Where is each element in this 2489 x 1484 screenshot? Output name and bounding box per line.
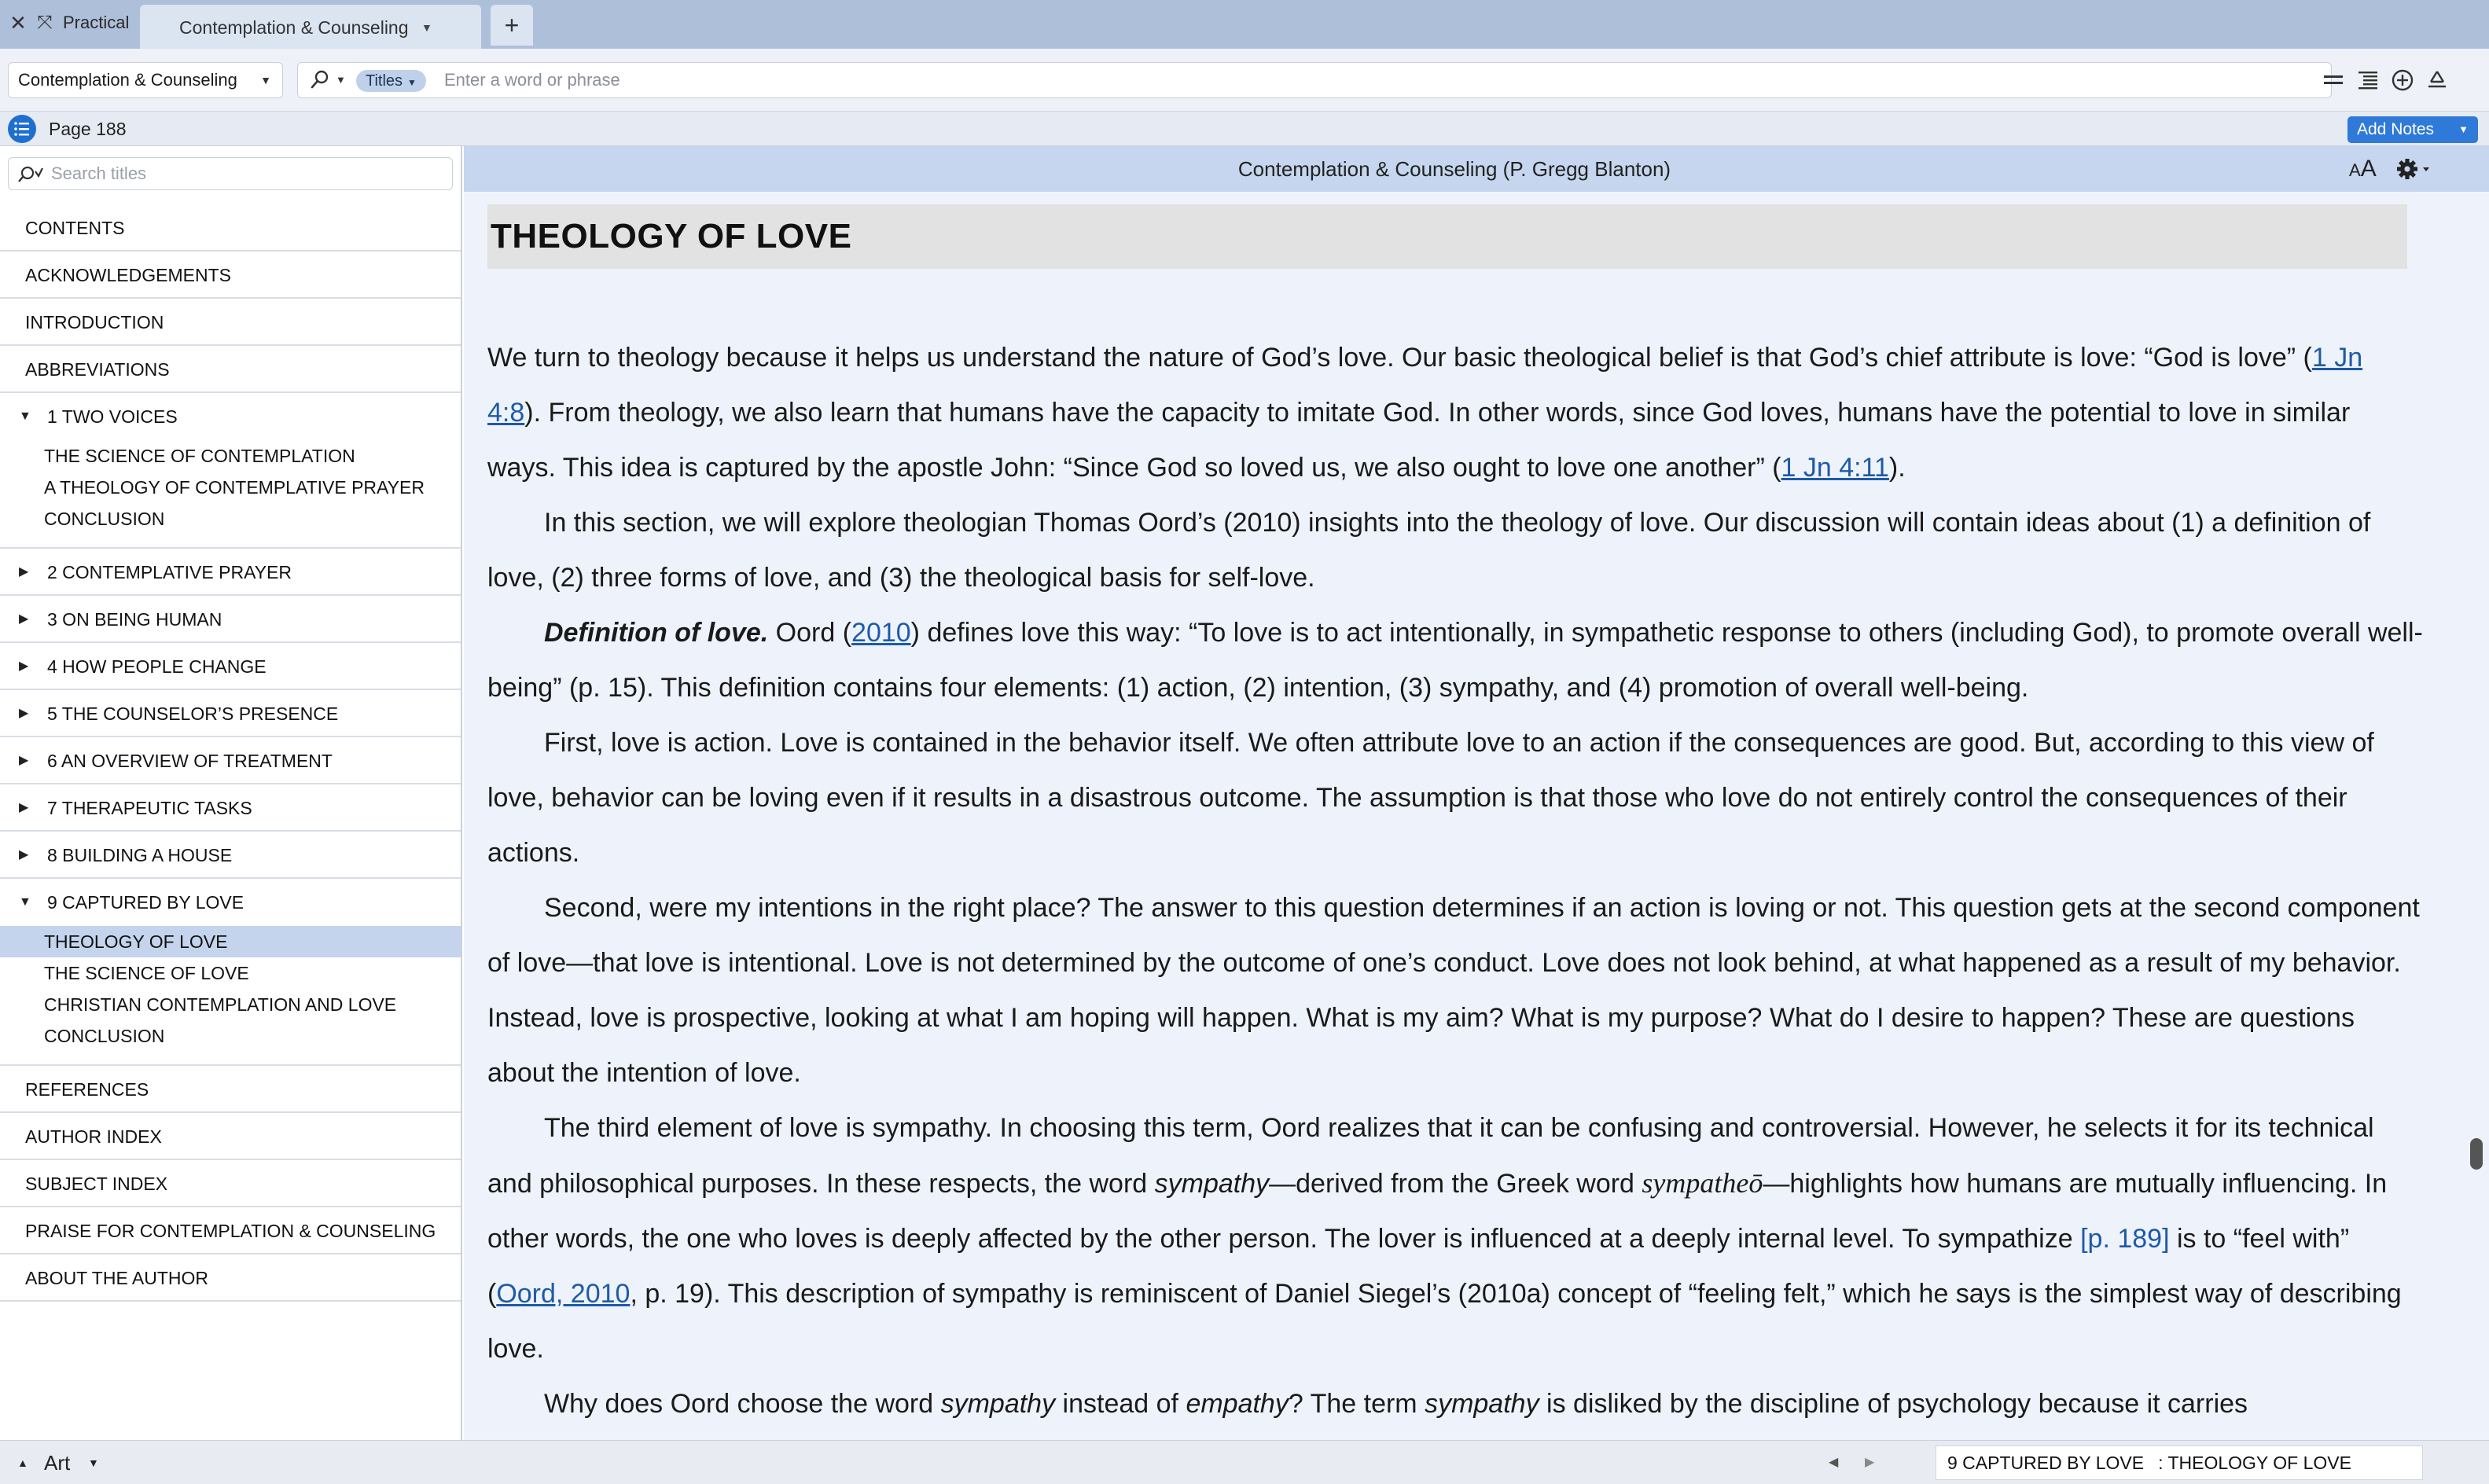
search-box	[297, 62, 2332, 98]
text: is disliked by the discipline of psychology because it carries	[1539, 1389, 2248, 1419]
page-number: Page 188	[49, 119, 127, 139]
chevron-down-icon: ▼	[407, 77, 417, 88]
triangle-up-icon[interactable]: ▲	[17, 1456, 28, 1469]
paragraph: Second, were my intentions in the right place? The answer to this question determines if an action is loving or not. This question gets at the second component of love—that love is intentional. Love is not determined by the outcome of one’s conduct. Love does not look behind, at what happened as a result of my behavior. Instead, love is prospective, looking at what I am hoping will happen. What is my aim? What is my purpose? What do I desire to happen? These are questions about the intention of love.	[487, 893, 2420, 1088]
toc-section[interactable]: THE SCIENCE OF LOVE	[44, 963, 249, 983]
chevron-down-icon: ▼	[260, 74, 271, 86]
emphasis: sympathy	[940, 1389, 1056, 1419]
title-search-box	[8, 157, 453, 190]
toc-section[interactable]: THE SCIENCE OF CONTEMPLATION	[44, 446, 355, 466]
citation-link[interactable]: 2010	[851, 618, 911, 648]
reader-header	[464, 146, 2489, 192]
text: The third element of love is sympathy. In choosing this term, Oord realizes that it can be confusing and controversial. However, he selects it for its technical and philosophical purposes. In these respects, the word	[487, 1113, 2374, 1199]
resource-title: Contemplation & Counseling (P. Gregg Blanton)	[1237, 157, 1671, 181]
toc-item-abbreviations[interactable]: ABBREVIATIONS	[0, 346, 461, 393]
chevron-down-icon[interactable]: ▼	[421, 21, 432, 34]
toc-item-author-index[interactable]: AUTHOR INDEX	[0, 1113, 461, 1160]
toc-item-subject-index[interactable]: SUBJECT INDEX	[0, 1160, 461, 1207]
text: Oord (	[768, 618, 852, 648]
chevron-down-icon: ▼	[2458, 123, 2469, 135]
page-marker[interactable]: [p. 189]	[2080, 1224, 2170, 1254]
toc-list	[0, 204, 461, 1302]
gear-icon[interactable]	[2393, 154, 2432, 184]
toc-chapter-8[interactable]	[0, 832, 461, 879]
toc-chapter-label: 6 AN OVERVIEW OF TREATMENT	[47, 751, 333, 771]
chevron-down-icon[interactable]: ▼	[88, 1456, 99, 1469]
triangle-down-icon[interactable]: ▼	[19, 410, 31, 423]
toc-sidebar	[0, 146, 462, 1440]
page-row	[0, 112, 2489, 146]
triangle-right-icon[interactable]: ▶	[19, 801, 29, 814]
title-search-input[interactable]	[51, 158, 444, 189]
layout-name[interactable]: Practical	[63, 13, 130, 32]
paragraph	[487, 605, 2423, 715]
menu-lines-icon[interactable]	[2319, 66, 2347, 94]
toc-chapter-label: 8 BUILDING A HOUSE	[47, 845, 233, 865]
paragraph	[487, 1100, 2423, 1376]
toc-section[interactable]: A THEOLOGY OF CONTEMPLATIVE PRAYER	[44, 477, 425, 498]
paragraph	[487, 330, 2423, 495]
emphasis: empathy	[1186, 1389, 1289, 1419]
text: is to “feel with” (	[487, 1224, 2350, 1309]
toc-chapter-3[interactable]	[0, 596, 461, 643]
recycle-icon[interactable]	[2423, 66, 2451, 94]
emphasis: sympathy	[1154, 1169, 1270, 1199]
add-notes-button[interactable]	[2347, 116, 2478, 143]
text: ).	[1888, 453, 1906, 483]
resource-selector-label: Contemplation & Counseling	[18, 70, 237, 90]
search-icon[interactable]	[309, 68, 331, 92]
toc-section[interactable]: CONCLUSION	[44, 509, 165, 529]
toc-chapter-7[interactable]	[0, 784, 461, 832]
font-size-icon[interactable]: AA	[2349, 156, 2377, 182]
toc-chapter-5[interactable]	[0, 690, 461, 737]
scrollbar-thumb[interactable]	[2470, 1138, 2483, 1170]
visual-filter-label[interactable]: Art	[44, 1451, 71, 1475]
toc-section-selected[interactable]: THEOLOGY OF LOVE	[0, 926, 461, 957]
toc-chapter-label: 3 ON BEING HUMAN	[47, 609, 222, 630]
paragraph: In this section, we will explore theologian Thomas Oord’s (2010) insights into the theology of love. Our discussion will contain ideas about (1) a definition of love, (2) three forms of love, and (3) the theological basis for self-love.	[487, 508, 2371, 593]
toc-chapter-9-row[interactable]	[0, 879, 461, 926]
search-input[interactable]	[444, 63, 2315, 97]
scripture-link[interactable]: 1 Jn 4:11	[1781, 453, 1889, 483]
list-icon	[14, 122, 30, 136]
toc-chapter-label: 5 THE COUNSELOR’S PRESENCE	[47, 703, 339, 724]
section-heading-box	[487, 204, 2407, 269]
search-scope-chip[interactable]	[356, 70, 426, 92]
text: We turn to theology because it helps us understand the nature of God’s love. Our basic theological belief is that God’s chief attribute is love: “God is love” (	[487, 343, 2312, 373]
search-row	[0, 49, 2489, 112]
triangle-right-icon[interactable]: ▶	[19, 659, 29, 673]
table-of-contents-button[interactable]	[8, 115, 36, 143]
toc-chapter-4[interactable]	[0, 643, 461, 690]
toc-chapter-label: 1 TWO VOICES	[47, 406, 178, 427]
toc-item-acknowledgements[interactable]: ACKNOWLEDGEMENTS	[0, 252, 461, 299]
emphasis: sympathy	[1425, 1389, 1539, 1419]
tab-label: Contemplation & Counseling	[179, 17, 409, 38]
add-notes-label: Add Notes	[2357, 120, 2435, 138]
chevron-down-icon[interactable]: ▼	[336, 74, 346, 86]
toc-item-introduction[interactable]: INTRODUCTION	[0, 299, 461, 346]
paragraph	[487, 1376, 2423, 1431]
location-chapter: 9 CAPTURED BY LOVE	[1947, 1453, 2145, 1473]
citation-link[interactable]: Oord, 2010	[496, 1279, 631, 1309]
search-icon[interactable]	[17, 163, 46, 186]
text: ) defines love this way: “To love is to act intentionally, in sympathetic response to others (including God), to promote overall well-being” (p. 15). This definition contains four elements: (1) action, (2) intention, (3) sympathy, and (4) promotion of overall well-being.	[487, 618, 2423, 703]
toc-chapter-1-row[interactable]	[0, 393, 461, 440]
toc-item-contents[interactable]: CONTENTS	[0, 204, 461, 252]
status-bar	[0, 1440, 2489, 1484]
location-field[interactable]	[1936, 1445, 2423, 1480]
tab-contemplation-counseling[interactable]	[140, 5, 481, 49]
toc-item-about-author[interactable]: ABOUT THE AUTHOR	[0, 1254, 461, 1302]
toc-section[interactable]: CONCLUSION	[44, 1026, 165, 1046]
triangle-right-icon[interactable]: ▶	[19, 707, 29, 720]
toc-chapter-label: 7 THERAPEUTIC TASKS	[47, 798, 252, 818]
toc-item-references[interactable]: REFERENCES	[0, 1066, 461, 1113]
text: Why does Oord choose the word	[544, 1389, 941, 1419]
text: ? The term	[1288, 1389, 1425, 1419]
close-icon[interactable]: ✕	[9, 11, 27, 35]
toc-item-praise[interactable]: PRAISE FOR CONTEMPLATION & COUNSELING	[0, 1207, 461, 1254]
triangle-right-icon[interactable]: ▶	[19, 612, 29, 626]
reader-pane	[464, 146, 2489, 1440]
toc-chapter-6[interactable]	[0, 737, 461, 784]
location-section: : THEOLOGY OF LOVE	[2158, 1453, 2351, 1473]
toc-chapter-label: 4 HOW PEOPLE CHANGE	[47, 656, 267, 677]
definition-heading: Definition of love.	[544, 618, 769, 648]
toc-chapter-label: 2 CONTEMPLATIVE PRAYER	[47, 562, 292, 582]
tab-bar	[0, 0, 2489, 49]
text: —derived from the Greek word	[1269, 1169, 1642, 1199]
text: ). From theology, we also learn that humans have the capacity to imitate God. In other words, since God loves, humans have the potential to love in similar ways. This idea is captured by the apostle John: “Since God so loved us, we also ought to love one another” (	[487, 398, 2351, 483]
greek-word[interactable]: sympatheō	[1642, 1167, 1763, 1199]
text: instead of	[1055, 1389, 1186, 1419]
triangle-down-icon[interactable]: ▼	[19, 895, 31, 909]
previous-section-icon[interactable]: ◀	[1829, 1456, 1839, 1469]
paragraph: First, love is action. Love is contained in the behavior itself. We often attribute love to an action if the consequences are good. But, according to this view of love, behavior can be loving even if it results in a disastrous outcome. The assumption is that those who love do not entirely control the consequences of their actions.	[487, 728, 2374, 868]
add-circle-icon[interactable]	[2388, 66, 2417, 94]
resource-selector[interactable]	[8, 62, 283, 98]
toc-chapter-9	[0, 879, 461, 1066]
toc-chapter-2[interactable]	[0, 549, 461, 596]
add-tab-button[interactable]: +	[491, 5, 533, 46]
next-section-icon[interactable]: ▶	[1865, 1456, 1875, 1469]
text: —highlights how humans are mutually influencing. In other words, the one who loves is deeply affected by the other person. The lover is influenced at a deeply internal level. To sympathize	[487, 1169, 2388, 1254]
toc-section[interactable]: CHRISTIAN CONTEMPLATION AND LOVE	[44, 994, 397, 1015]
search-scope-label: Titles	[366, 72, 403, 90]
text: , p. 19). This description of sympathy is reminiscent of Daniel Siegel’s (2010a) concept of “feeling felt,” which he says is the simplest way of describing love.	[487, 1279, 2402, 1364]
toc-chapter-1-sections	[0, 440, 461, 547]
triangle-right-icon[interactable]: ▶	[19, 848, 29, 861]
triangle-right-icon[interactable]: ▶	[19, 565, 29, 579]
triangle-right-icon[interactable]: ▶	[19, 754, 29, 767]
text-align-icon[interactable]	[2354, 66, 2382, 94]
reader-body	[487, 330, 2423, 1431]
move-layout-icon[interactable]: ⤧	[37, 12, 53, 33]
scripture-link[interactable]: 1 Jn 4:8	[487, 343, 2363, 428]
toc-chapter-label: 9 CAPTURED BY LOVE	[47, 892, 244, 913]
toc-chapter-9-sections	[0, 926, 461, 1064]
section-heading: THEOLOGY OF LOVE	[491, 217, 852, 255]
toc-chapter-1	[0, 393, 461, 549]
